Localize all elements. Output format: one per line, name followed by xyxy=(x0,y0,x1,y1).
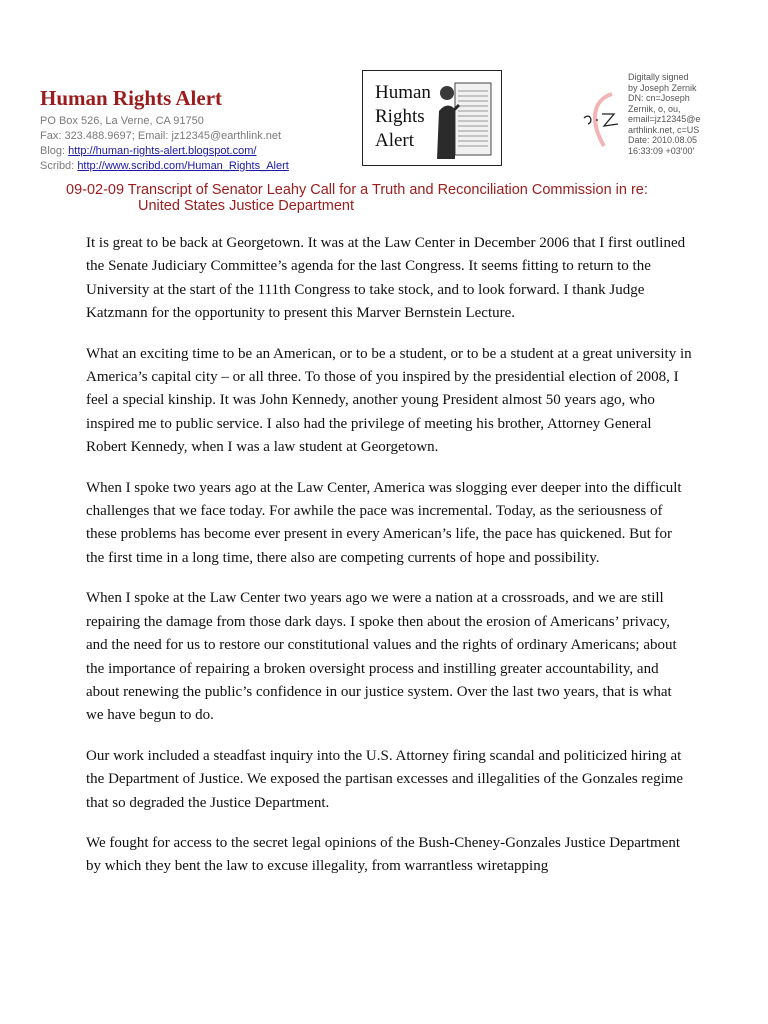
scribd-link[interactable]: http://www.scribd.com/Human_Rights_Alert xyxy=(77,160,289,172)
declaration-illustration-icon xyxy=(433,77,495,159)
org-contact: Fax: 323.488.9697; Email: jz12345@earthlink.net xyxy=(40,130,282,142)
signature-line: arthlink.net, c=US xyxy=(628,124,700,135)
org-logo xyxy=(362,70,502,166)
paragraph: We fought for access to the secret legal opinions of the Bush-Cheney-Gonzales Justice Department by which they bent the law to excuse illegality, from warrantless wiretapping xyxy=(86,834,681,875)
logo-line: Human xyxy=(375,82,431,103)
blog-link[interactable]: http://human-rights-alert.blogspot.com/ xyxy=(68,145,257,157)
signature-line: 16:33:09 +03'00' xyxy=(628,145,695,156)
scribd-line xyxy=(40,159,370,174)
paragraph: When I spoke two years ago at the Law Center, America was slogging ever deeper into the difficult challenges that we face today. For awhile the pace was incremental. Today, as the seriousness of these problems has become ever present in every American’s life, the pace has quickened. But for the first time in a long time, there also are competing currents of hope and possibility. xyxy=(86,479,682,566)
digital-signature-details xyxy=(628,72,768,156)
logo-line: Rights xyxy=(375,106,425,127)
org-name: Human Rights Alert xyxy=(40,86,223,110)
logo-text xyxy=(375,81,431,153)
signature-line: by Joseph Zernik xyxy=(628,82,697,93)
transcript-body xyxy=(86,232,692,896)
signature-line: DN: cn=Joseph xyxy=(628,93,690,103)
letterhead xyxy=(40,86,370,174)
paragraph: What an exciting time to be an American, or to be a student, or to be a student at a great university in America’s capital city – or all three. To those of you inspired by the presidential election of 2008, I feel a special kinship. It was John Kennedy, another young President almost 50 years ago, who inspired me to public service. I also had the privilege of meeting his brother, Attorney General Robert Kennedy, when I was a law student at Georgetown. xyxy=(86,345,692,456)
paragraph: When I spoke at the Law Center two years ago we were a nation at a crossroads, and we are still repairing the damage from those dark days. I spoke then about the erosion of Americans’ privacy, and the need for us to restore our constitutional values and the rights of ordinary Americans; about the importance of repairing a broken oversight process and instilling greater accountability, and about renewing the public’s confidence in our justice system. Over the last two years, that is what we have begun to do. xyxy=(86,590,677,724)
signature-graphic xyxy=(582,92,622,148)
blog-line xyxy=(40,144,370,159)
signature-line: Digitally signed xyxy=(628,72,689,82)
paragraph: It is great to be back at Georgetown. It was at the Law Center in December 2006 that I first outlined the Senate Judiciary Committee’s agenda for the last Congress. It seems fitting to return to the University at the start of the 111th Congress to take stock, and to look forward. I thank Judge Katzmann for the opportunity to present this Marver Bernstein Lecture. xyxy=(86,235,686,322)
signature-line: Zernik, o, ou, xyxy=(628,103,681,114)
scribd-label: Scribd: xyxy=(40,160,75,172)
paragraph: Our work included a steadfast inquiry into the U.S. Attorney firing scandal and politicized hiring at the Department of Justice. We exposed the partisan excesses and illegalities of the Gonzales regime that so degraded the Justice Department. xyxy=(86,747,684,811)
blog-label: Blog: xyxy=(40,145,66,157)
document-title xyxy=(66,182,756,214)
title-line-1: 09-02-09 Transcript of Senator Leahy Call for a Truth and Reconciliation Commission in re: xyxy=(66,182,648,198)
signature-line: email=jz12345@e xyxy=(628,114,701,124)
logo-line: Alert xyxy=(375,130,415,151)
org-address: PO Box 526, La Verne, CA 91750 xyxy=(40,115,204,127)
signature-line: Date: 2010.08.05 xyxy=(628,135,698,145)
title-line-2: United States Justice Department xyxy=(138,198,354,214)
